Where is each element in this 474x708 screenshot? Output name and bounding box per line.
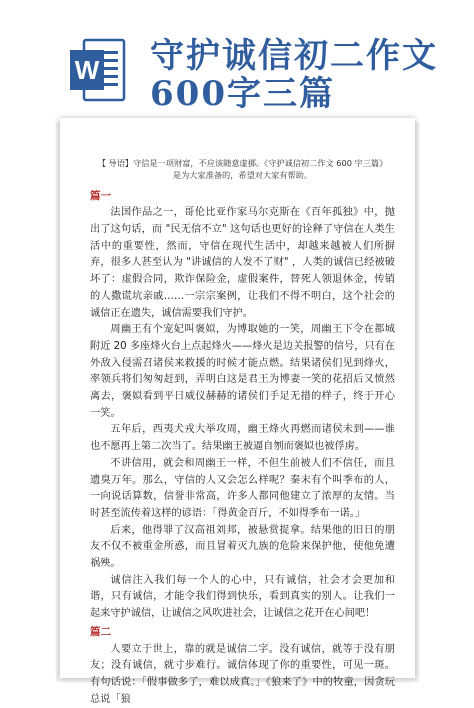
paragraph: 法国作品之一，哥伦比亚作家马尔克斯在《百年孤独》中，抛出了这句话，而 "民无信不立" 这句话也更好的诠释了守信在人类生活中的重要性，然而，守信在现代生活中，却越来越被人们所摒弃，很多人甚至认为 "讲诚信的人发不了财" ，人类的诚信已经被破坏了：虚假合同，欺诈保险金，虚假案件，替死人领退休金，传销的人撒谎坑亲戚……一宗宗案例，让我们不得不明白，这个社会的诚信正在遗失，诚信需要我们守护。 [90, 207, 395, 319]
paragraph: 不讲信用，就会和周幽王一样，不但生前被人们不信任，而且遗臭万年。那么，守信的人又会怎么样呢？秦末有个叫季布的人，一向说话算数，信誉非常高，许多人都同他建立了浓厚的友情。当时甚至流传着这样的谚语：「得黄金百斤，不如得季布一诺。」 [90, 457, 395, 519]
svg-text:W: W [74, 55, 100, 85]
word-document-icon [70, 37, 126, 103]
paragraph: 人要立于世上，靠的就是诚信二字。没有诚信，就等于没有朋友；没有诚信，就寸步难行。诚信体现了你的重要性，可见一斑。有句话说：「假事做多了，难以成真。」《狼来了》中的牧童，因贪玩总说「狼 [90, 643, 395, 705]
paragraph: 诚信注入我们每一个人的心中，只有诚信，社会才会更加和谐，只有诚信，才能令我们得到快乐，看到真实的别人。让我们一起来守护诚信，让诚信之风吹进社会，让诚信之花开在心间吧！ [90, 574, 395, 620]
document-page [60, 118, 415, 705]
page-title-line-2: 600字三篇 [150, 74, 335, 114]
paragraph: 五年后，西夷犬戎大举攻周，幽王烽火再燃而诸侯未到——谁也不愿再上第二次当了。结果幽王被逼自刎而褒姒也被俘虏。 [90, 424, 395, 453]
page-title-line-1: 守护诚信初二作文 [150, 36, 438, 76]
banner [0, 0, 474, 120]
section-heading-1: 篇一 [90, 189, 111, 202]
paragraph: 周幽王有个宠妃叫褒姒，为博取她的一笑，周幽王下令在都城附近 20 多座烽火台上点起烽火——烽火是边关报警的信号，只有在外敌入侵需召诸侯来救援的时候才能点燃。结果诸侯们见到烽火，率领兵将们匆匆赶到，弄明白这是君王为博妻一笑的花招后又愤然离去，褒姒看到平日威仪赫赫的诸侯们手足无措的样子，终于开心一笑。 [90, 324, 395, 419]
document-guide: 【 导语】守信是一项财富，不应该随意虚掷。《守护诚信初二作文 600 字三篇》是为大家准备的，希望对大家有帮助。 [97, 158, 388, 180]
document-content [90, 158, 395, 708]
paragraph: 后来，他得罪了汉高祖刘邦，被悬赏捉拿。结果他的旧日的朋友不仅不被重金所惑，而且冒着灭九族的危险来保护他，使他免遭祸殃。 [90, 524, 395, 570]
section-heading-2: 篇二 [90, 625, 111, 638]
